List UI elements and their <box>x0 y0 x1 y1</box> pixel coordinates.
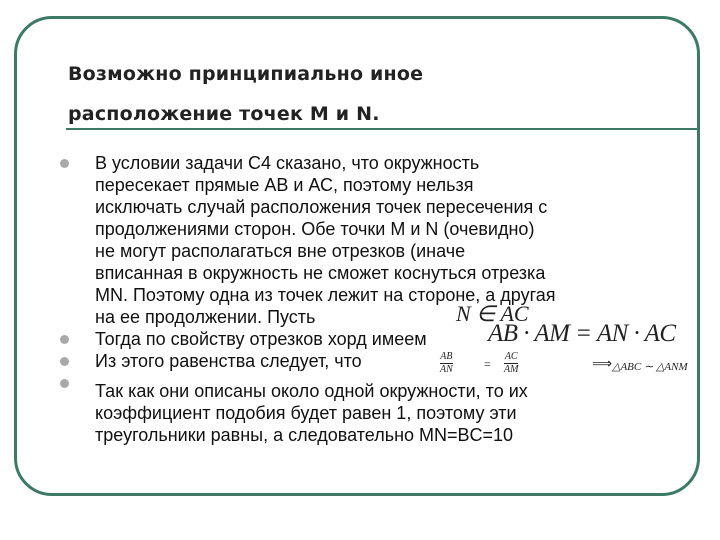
formula-n-in-ac: N ∈ AC <box>456 301 529 326</box>
body-line: Тогда по свойству отрезков хорд имеем <box>95 329 427 349</box>
formula-fraction-ab-an <box>440 352 453 375</box>
formula-similar-triangles: △ABC ∼ △ANM <box>612 361 688 373</box>
body-line: вписанная в окружность не сможет коснуться отрезка <box>95 263 546 283</box>
implies-arrow-icon: ⟹ <box>592 357 613 372</box>
bullet-marker <box>60 357 69 366</box>
title-underline <box>66 128 700 130</box>
fraction-denominator: AM <box>504 364 519 375</box>
body-line: коэффициент подобия будет равен 1, поэтому эти <box>95 403 517 423</box>
fraction-denominator: AN <box>440 364 453 375</box>
bullet-marker <box>60 379 69 388</box>
formula-fraction-ac-am <box>504 352 518 375</box>
body-line: исключать случай расположения точек пересечения с <box>95 197 548 217</box>
body-line: пересекает прямые АВ и АС, поэтому нельзя <box>95 175 474 195</box>
formula-equals: = <box>484 357 491 371</box>
formula-chord-product: AB · AM = AN · AC <box>488 320 676 347</box>
slide-title-line-1: Возможно принципиально иное <box>68 63 424 85</box>
bullet-marker <box>60 159 69 168</box>
body-line: на ее продолжении. Пусть <box>95 307 316 327</box>
body-line: MN. Поэтому одна из точек лежит на стороне, а другая <box>95 285 556 305</box>
fraction-numerator: AB <box>440 351 453 362</box>
slide-title-line-2: расположение точек M и N. <box>68 103 380 125</box>
body-line: не могут располагаться вне отрезков (иначе <box>95 241 466 261</box>
body-line: Так как они описаны около одной окружности, то их <box>95 381 528 401</box>
body-line: треугольники равны, а следовательно MN=BC=10 <box>95 425 514 445</box>
bullet-marker <box>60 335 69 344</box>
body-line: Из этого равенства следует, что <box>95 351 362 371</box>
body-line: продолжениями сторон. Обе точки M и N (очевидно) <box>95 219 535 239</box>
body-line: В условии задачи С4 сказано, что окружность <box>95 153 480 173</box>
fraction-numerator: AC <box>504 351 518 362</box>
